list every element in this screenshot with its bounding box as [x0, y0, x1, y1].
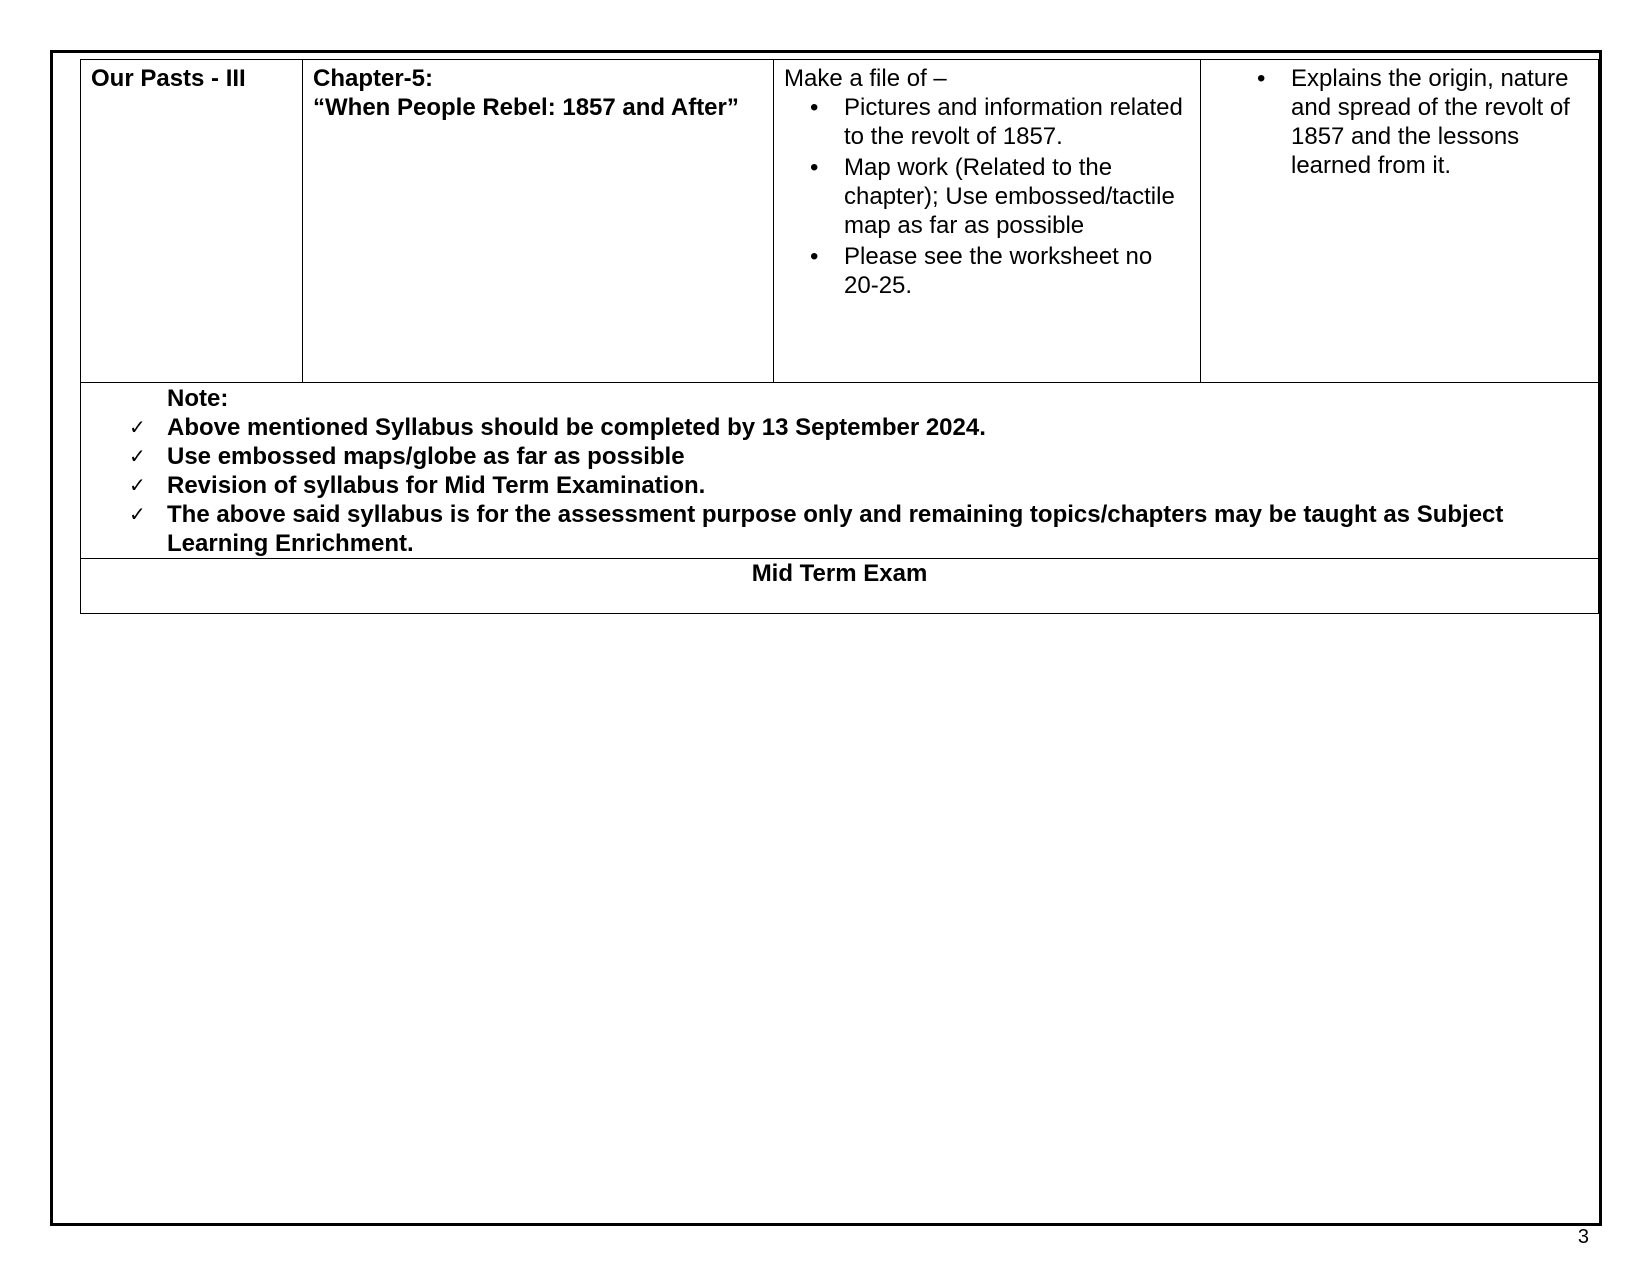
- list-item: • Pictures and information related to the revolt of 1857.: [844, 93, 1190, 151]
- list-item: [129, 413, 1588, 442]
- list-item: • Please see the worksheet no 20-25.: [844, 242, 1190, 300]
- activity-intro: Make a file of –: [784, 65, 947, 92]
- note-text: Revision of syllabus for Mid Term Examination.: [167, 472, 706, 499]
- checkmark-icon: ✓: [129, 444, 146, 468]
- checkmark-icon: ✓: [129, 473, 146, 497]
- page-number: 3: [1577, 1226, 1589, 1248]
- list-item: • Explains the origin, nature and spread of the revolt of 1857 and the lessons learned from it.: [1291, 64, 1588, 180]
- outcome-list: [1211, 64, 1588, 180]
- activity-list: [784, 93, 1190, 300]
- list-item: • Map work (Related to the chapter); Use embossed/tactile map as far as possible: [844, 153, 1190, 240]
- book-cell: [81, 60, 303, 383]
- note-row: [81, 383, 1599, 559]
- chapter-title: “When People Rebel: 1857 and After”: [313, 94, 739, 121]
- note-title: Note:: [167, 385, 229, 412]
- syllabus-table: [80, 59, 1599, 614]
- exam-row: [81, 559, 1599, 614]
- note-text: Use embossed maps/globe as far as possible: [167, 443, 685, 470]
- list-item: [129, 471, 1588, 500]
- checkmark-icon: ✓: [129, 415, 146, 439]
- note-text: Above mentioned Syllabus should be completed by 13 September 2024.: [167, 414, 986, 441]
- exam-cell: Mid Term Exam: [81, 559, 1599, 614]
- list-item: [129, 442, 1588, 471]
- chapter-cell: [303, 60, 774, 383]
- list-item: [129, 500, 1588, 558]
- checkmark-icon: ✓: [129, 502, 146, 526]
- book-title: Our Pasts - III: [91, 65, 246, 92]
- chapter-number: Chapter-5:: [313, 65, 434, 92]
- table-row: [81, 60, 1599, 383]
- note-cell: [81, 383, 1599, 559]
- outcome-cell: [1201, 60, 1599, 383]
- note-text: The above said syllabus is for the assessment purpose only and remaining topics/chapters may be taught as Subject Learning Enrichment.: [167, 501, 1504, 557]
- activity-cell: [774, 60, 1201, 383]
- note-list: [91, 413, 1588, 558]
